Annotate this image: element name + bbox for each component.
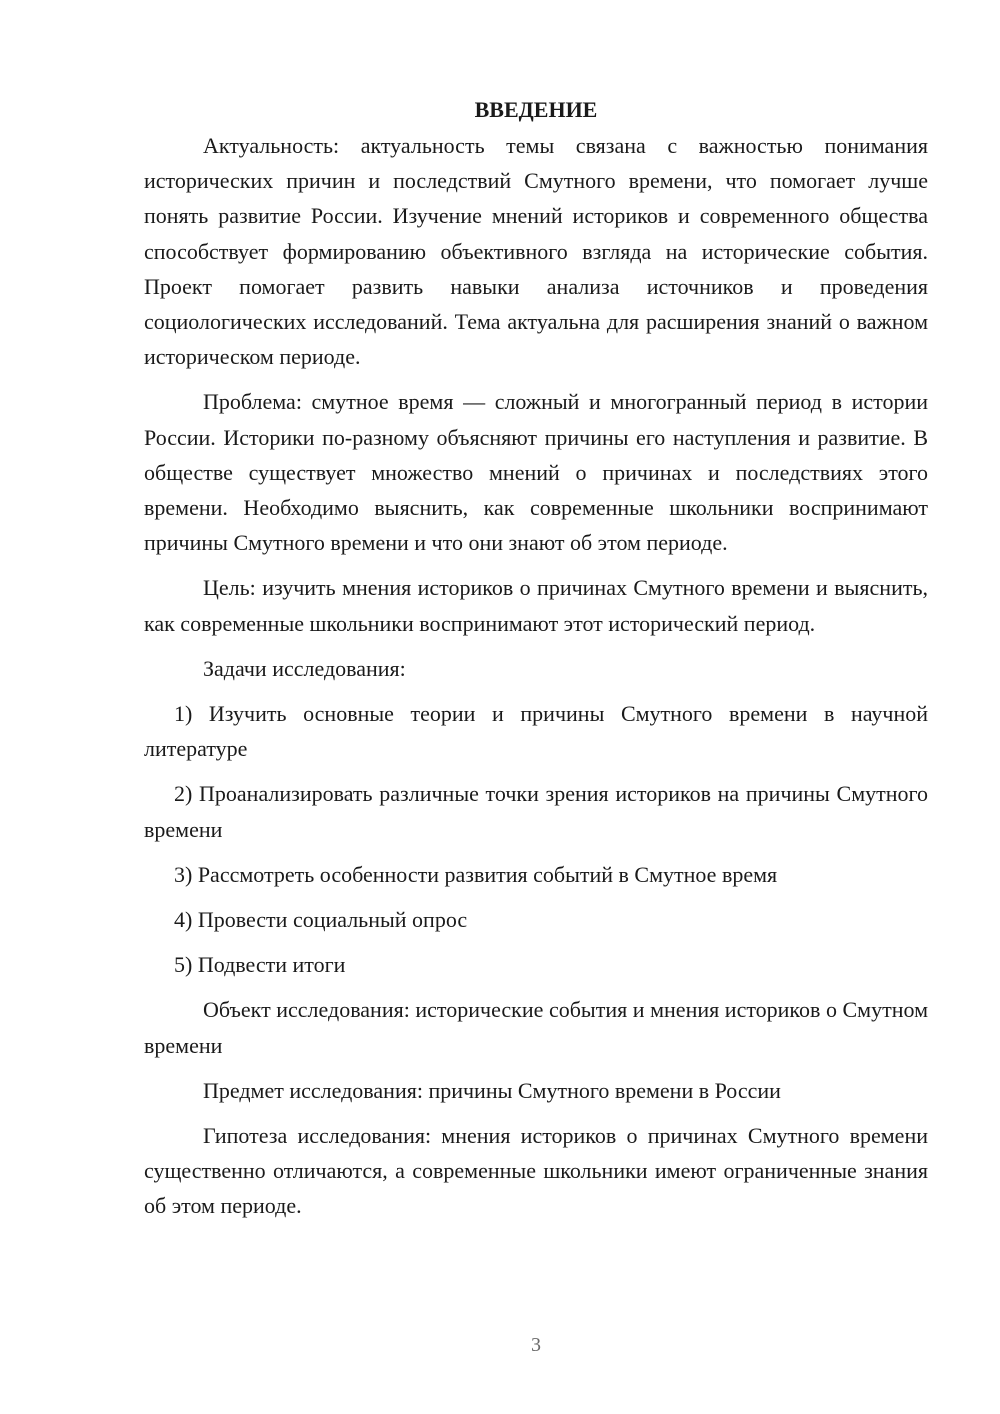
page-number: 3 [531, 1334, 541, 1356]
relevance-paragraph: Актуальность: актуальность темы связана с важностью понимания исторических причин и последствий Смутного времени, что помогает лучше понять развитие России. Изучение мнений историков и современного общества способствует формированию объективного взгляда на исторические события. Проект помогает развить навыки анализа источников и проведения социологических исследований. Тема актуальна для расширения знаний о важном историческом периоде. [144, 133, 928, 370]
task-item-4: 4) Провести социальный опрос [174, 907, 468, 933]
task-item-1: 1) Изучить основные теории и причины Смутного времени в научной литературе [144, 701, 928, 762]
task-item-5: 5) Подвести итоги [174, 952, 346, 978]
document-page [144, 92, 928, 1234]
object-paragraph: Объект исследования: исторические события и мнения историков о Смутном времени [144, 997, 928, 1058]
goal-paragraph: Цель: изучить мнения историков о причинах Смутного времени и выяснить, как современные школьники воспринимают этот исторический период. [144, 575, 928, 636]
section-heading: ВВЕДЕНИЕ [474, 97, 598, 122]
hypothesis-paragraph: Гипотеза исследования: мнения историков о причинах Смутного времени существенно отличаются, а современные школьники имеют ограниченные знания об этом периоде. [144, 1123, 928, 1219]
task-item-3: 3) Рассмотреть особенности развития событий в Смутное время [174, 861, 778, 887]
task-item-2: 2) Проанализировать различные точки зрения историков на причины Смутного времени [144, 781, 928, 842]
problem-paragraph: Проблема: смутное время — сложный и многогранный период в истории России. Историки по-разному объясняют причины его наступления и развитие. В обществе существует множество мнений о причинах и последствиях этого времени. Необходимо выяснить, как современные школьники воспринимают причины Смутного времени и что они знают об этом периоде. [144, 389, 928, 556]
subject-paragraph: Предмет исследования: причины Смутного времени в России [203, 1077, 781, 1103]
tasks-title: Задачи исследования: [203, 655, 406, 681]
